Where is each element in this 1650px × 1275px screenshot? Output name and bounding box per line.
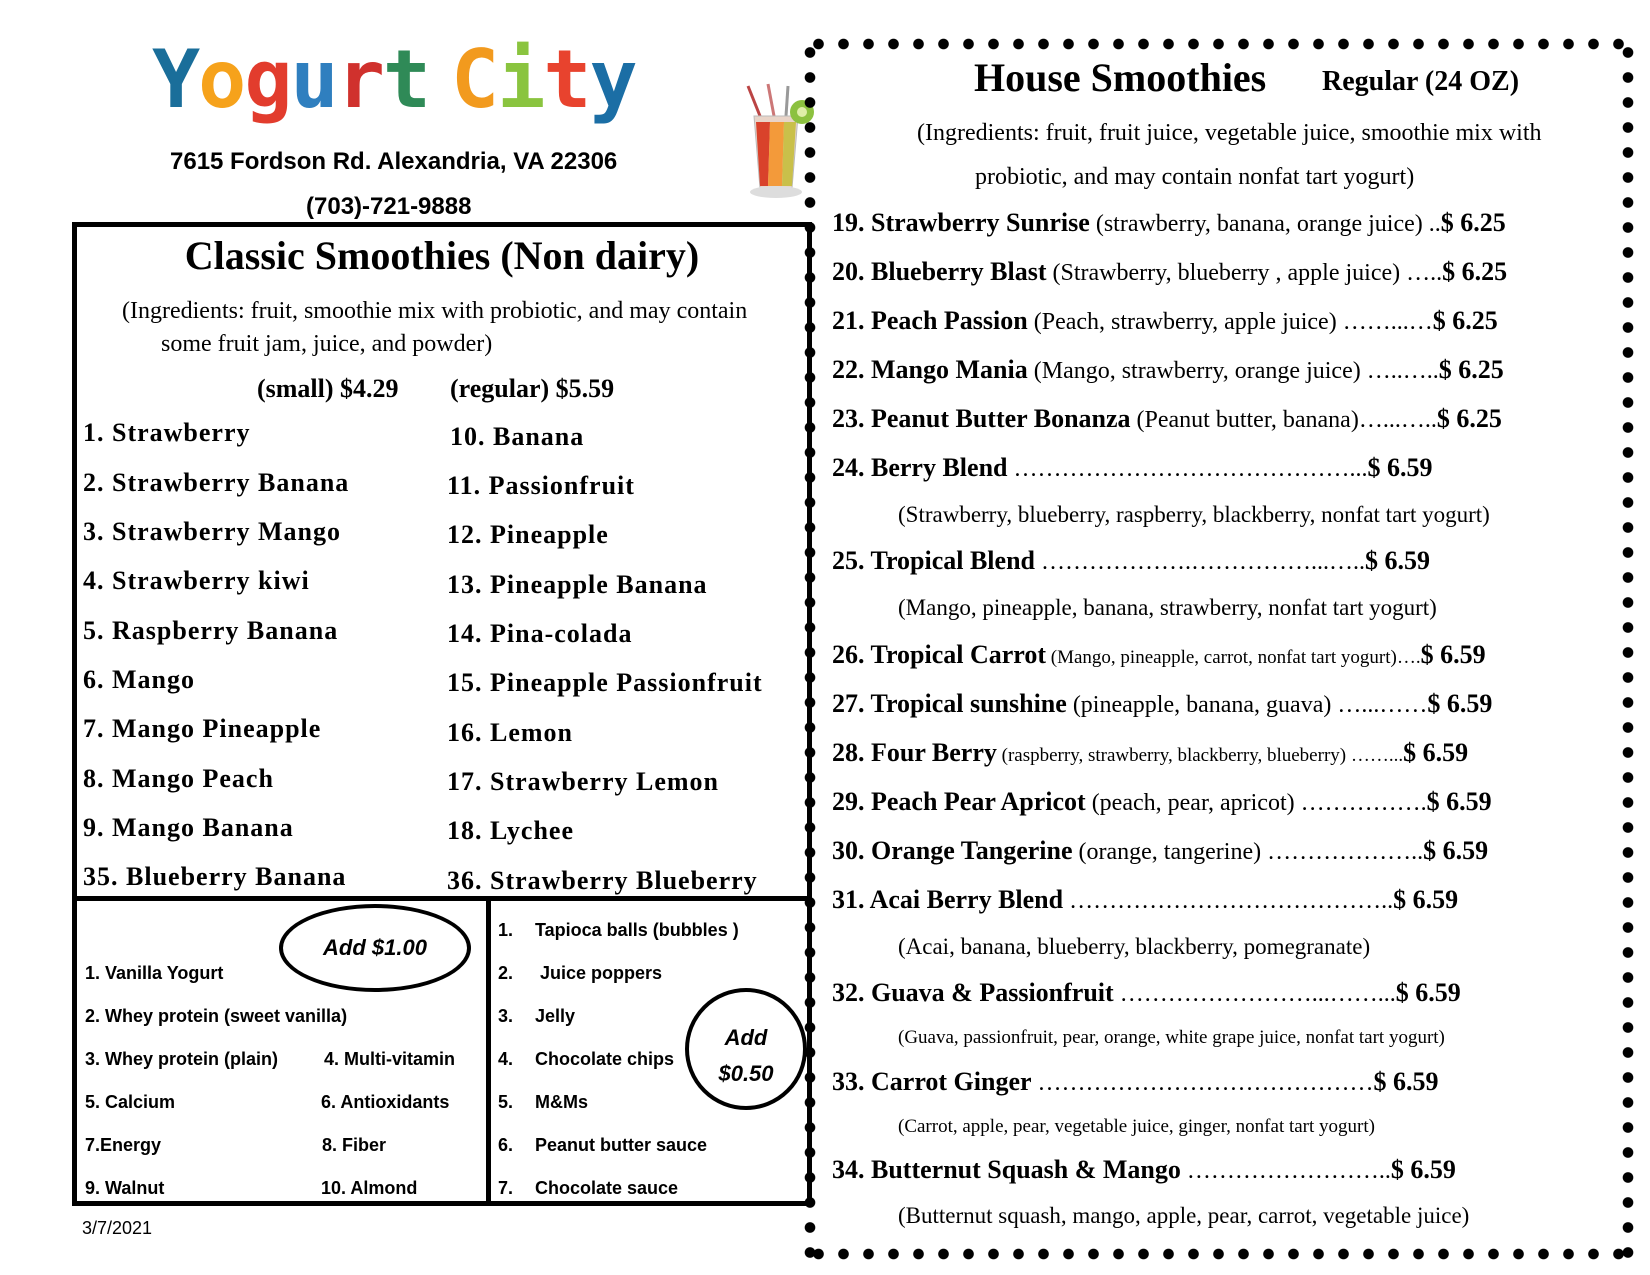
house-item: 31. Acai Berry Blend …………………………………..$ 6.59 (832, 885, 1459, 914)
classic-item: 13. Pineapple Banana (447, 570, 708, 599)
house-item: 21. Peach Passion (Peach, strawberry, apple juice) ……...…$ 6.25 (832, 306, 1498, 335)
house-item: 19. Strawberry Sunrise (strawberry, banana, orange juice) ..$ 6.25 (832, 208, 1506, 237)
addon-item: 7.Energy (85, 1135, 162, 1155)
addon-item: 5. Calcium (85, 1092, 176, 1112)
house-item-detail: (Strawberry, blueberry, raspberry, blackberry, nonfat tart yogurt) (898, 502, 1490, 527)
dotted-border-left (804, 40, 816, 1260)
house-item: 26. Tropical Carrot (Mango, pineapple, carrot, nonfat tart yogurt)….$ 6.59 (832, 640, 1486, 669)
addon-item: 10. Almond (321, 1178, 418, 1198)
classic-ingredients-line1: (Ingredients: fruit, smoothie mix with probiotic, and may contain (122, 298, 748, 324)
house-item-detail: (Guava, passionfruit, pear, orange, white grape juice, nonfat tart yogurt) (898, 1027, 1445, 1048)
house-title: House Smoothies (974, 55, 1267, 100)
house-item: 34. Butternut Squash & Mango ……………………..$ 6.59 (832, 1155, 1456, 1184)
house-size: Regular (24 OZ) (1322, 66, 1520, 97)
house-item: 29. Peach Pear Apricot (peach, pear, apricot) …………….$ 6.59 (832, 787, 1492, 816)
topping-number: 1. (498, 920, 514, 940)
classic-item: 36. Strawberry Blueberry (447, 866, 758, 895)
topping-number: 7. (498, 1178, 514, 1198)
topping-item: Tapioca balls (bubbles ) (535, 920, 739, 940)
addon-item: 2. Whey protein (sweet vanilla) (85, 1006, 348, 1026)
house-item-detail: (Mango, pineapple, banana, strawberry, nonfat tart yogurt) (898, 595, 1437, 620)
addon-item: 4. Multi-vitamin (324, 1049, 456, 1069)
addon-item: 8. Fiber (322, 1135, 387, 1155)
classic-item: 16. Lemon (447, 718, 573, 747)
topping-item: Jelly (535, 1006, 576, 1026)
house-item: 24. Berry Blend ……………………………………...$ 6.59 (832, 453, 1433, 482)
classic-item: 12. Pineapple (447, 520, 609, 549)
logo-letter: o (198, 33, 245, 126)
classic-item: 9. Mango Banana (83, 813, 294, 842)
phone: (703)-721-9888 (306, 193, 472, 220)
address: 7615 Fordson Rd. Alexandria, VA 22306 (170, 148, 618, 175)
classic-item: 14. Pina-colada (447, 619, 633, 648)
add-050-badge-line2: $0.50 (718, 1061, 774, 1086)
house-item: 20. Blueberry Blast (Strawberry, blueberry , apple juice) …..$ 6.25 (832, 257, 1508, 286)
logo-letter: r (336, 33, 383, 126)
addon-item: 6. Antioxidants (321, 1092, 450, 1112)
house-item: 33. Carrot Ginger ……………………………………$ 6.59 (832, 1067, 1439, 1096)
house-item-detail: (Butternut squash, mango, apple, pear, carrot, vegetable juice) (898, 1203, 1470, 1228)
logo-letter: Y (152, 33, 199, 126)
classic-item: 18. Lychee (447, 816, 574, 845)
dotted-border-bottom (806, 1248, 1630, 1260)
classic-item: 8. Mango Peach (83, 764, 274, 793)
logo-letter: i (497, 33, 544, 126)
house-item: 28. Four Berry (raspberry, strawberry, blackberry, blueberry) ……...$ 6.59 (832, 738, 1469, 767)
logo-letter: u (290, 33, 337, 126)
classic-item: 5. Raspberry Banana (83, 616, 339, 645)
addon-item: 3. Whey protein (plain) (85, 1049, 279, 1069)
classic-item: 10. Banana (450, 422, 585, 451)
classic-item: 35. Blueberry Banana (83, 862, 347, 891)
addon-item: 1. Vanilla Yogurt (85, 963, 224, 983)
topping-number: 3. (498, 1006, 514, 1026)
logo-letter: g (244, 33, 291, 126)
logo-letter: t (382, 33, 430, 126)
topping-item: Juice poppers (540, 963, 663, 983)
house-item-detail: (Acai, banana, blueberry, blackberry, pomegranate) (898, 934, 1371, 959)
logo-letter: t (543, 33, 590, 126)
classic-title: Classic Smoothies (Non dairy) (184, 233, 700, 278)
house-item: 25. Tropical Blend ……………….……………...…..$ 6.59 (832, 546, 1430, 575)
house-item: 32. Guava & Passionfruit ……………………...……...$ 6.59 (832, 978, 1461, 1007)
classic-item: 6. Mango (83, 665, 195, 694)
date: 3/7/2021 (82, 1218, 153, 1238)
logo-letter: C (451, 33, 498, 126)
house-item-detail: (Carrot, apple, pear, vegetable juice, ginger, nonfat tart yogurt) (898, 1116, 1375, 1137)
topping-number: 4. (498, 1049, 514, 1069)
classic-item: 1. Strawberry (83, 418, 251, 447)
house-item: 30. Orange Tangerine (orange, tangerine) ………………..$ 6.59 (832, 836, 1489, 865)
house-ingredients-line1: (Ingredients: fruit, fruit juice, vegetable juice, smoothie mix with (917, 120, 1542, 146)
classic-item: 2. Strawberry Banana (83, 468, 350, 497)
addon-item: 9. Walnut (85, 1178, 165, 1198)
topping-number: 2. (498, 963, 514, 983)
classic-item: 3. Strawberry Mango (83, 517, 342, 546)
classic-item: 4. Strawberry kiwi (83, 566, 310, 595)
classic-item: 7. Mango Pineapple (83, 714, 322, 743)
classic-ingredients-line2: some fruit jam, juice, and powder) (161, 331, 493, 357)
topping-item: Peanut butter sauce (535, 1135, 708, 1155)
topping-item: M&Ms (535, 1092, 588, 1112)
topping-item: Chocolate chips (535, 1049, 675, 1069)
classic-item: 17. Strawberry Lemon (447, 767, 720, 796)
addons-divider (486, 896, 491, 1206)
dotted-border-right (1622, 40, 1634, 1260)
dotted-border-top (806, 38, 1630, 50)
add-050-badge-line1: Add (724, 1025, 768, 1050)
add-050-badge (685, 988, 807, 1110)
classic-item: 11. Passionfruit (447, 471, 635, 500)
topping-item: Chocolate sauce (535, 1178, 679, 1198)
house-item: 23. Peanut Butter Bonanza (Peanut butter, banana)…...…..$ 6.25 (832, 404, 1502, 433)
topping-number: 5. (498, 1092, 514, 1112)
add-1-badge: Add $1.00 (279, 904, 471, 992)
house-item: 22. Mango Mania (Mango, strawberry, orange juice) …..…..$ 6.25 (832, 355, 1504, 384)
price-regular: (regular) $5.59 (450, 374, 615, 403)
topping-number: 6. (498, 1135, 514, 1155)
logo-letter: y (589, 33, 636, 126)
house-item: 27. Tropical sunshine (pineapple, banana, guava) …...……$ 6.59 (832, 689, 1493, 718)
house-ingredients-line2: probiotic, and may contain nonfat tart yogurt) (975, 164, 1415, 190)
price-small: (small) $4.29 (257, 374, 399, 403)
logo (152, 33, 636, 126)
classic-item: 15. Pineapple Passionfruit (447, 668, 763, 697)
